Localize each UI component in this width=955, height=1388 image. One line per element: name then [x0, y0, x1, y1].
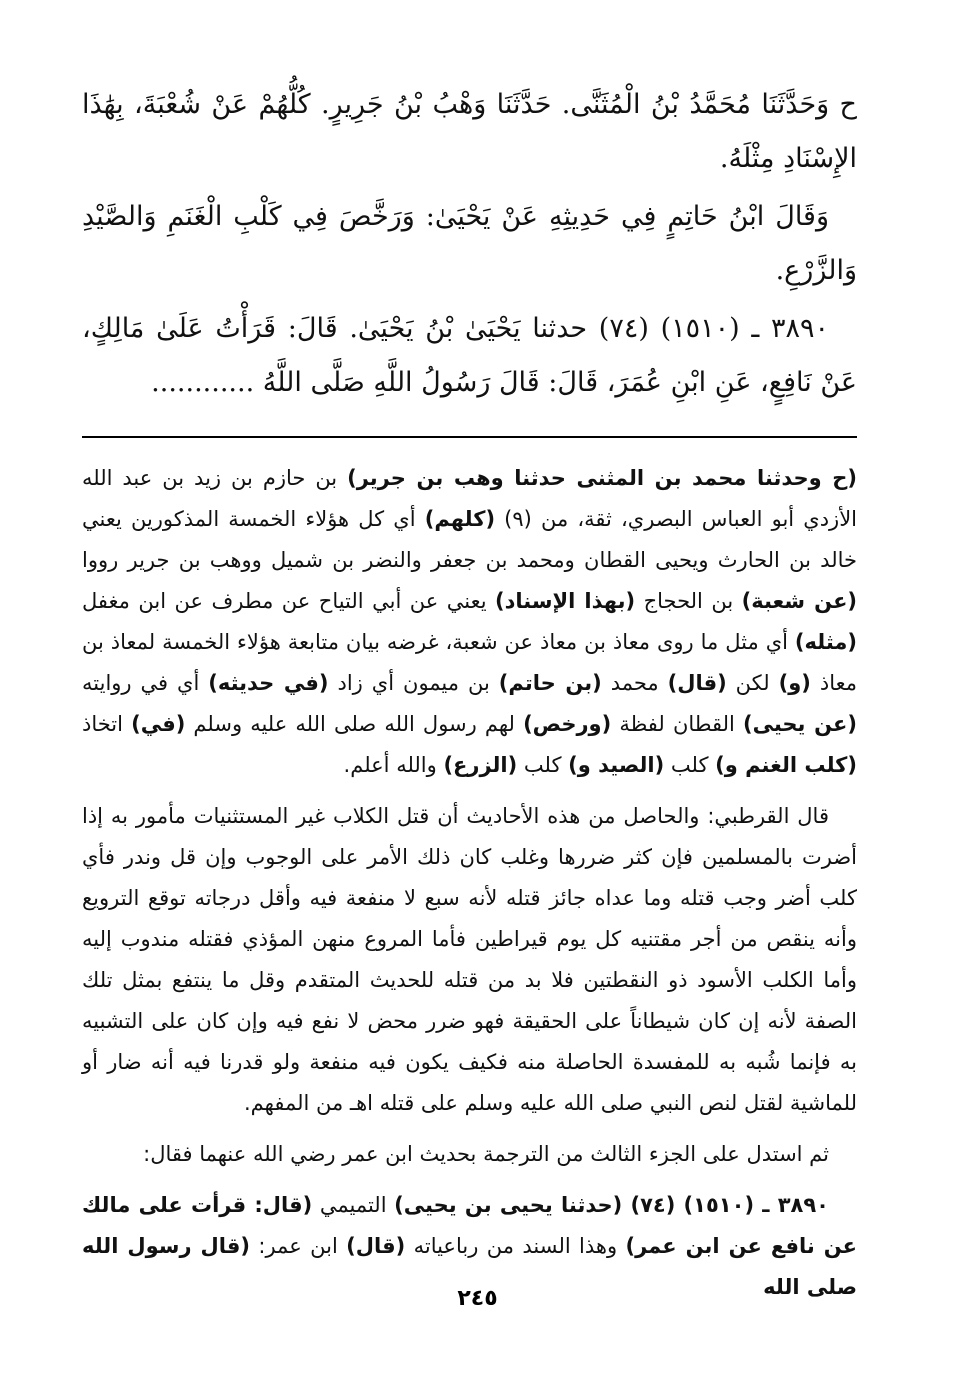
segment: (كلب الغنم و)	[715, 753, 857, 777]
segment: (بهذا الإسناد)	[495, 589, 636, 613]
segment: (مثله)	[794, 630, 857, 654]
segment: بن ميمون أي زاد	[328, 671, 499, 695]
segment: لكن	[726, 671, 779, 695]
segment: (في)	[131, 712, 186, 736]
segment: التميمي	[312, 1193, 395, 1217]
segment: كلب	[517, 753, 569, 777]
hadith-paragraph-3: ٣٨٩٠ ـ (١٥١٠) (٧٤) حدثنا يَحْيَىٰ بْنُ يَحْيَىٰ. قَالَ: قَرَأْتُ عَلَىٰ مَالِكٍ، عَنْ نَافِعٍ، عَنِ ابْنِ عُمَرَ، قَالَ: قَالَ رَسُولُ اللَّهِ صَلَّى اللَّهُ ............	[82, 313, 857, 398]
hadith-paragraph-2: وَقَالَ ابْنُ حَاتِمٍ فِي حَدِيثِهِ عَنْ يَحْيَىٰ: وَرَخَّصَ فِي كَلْبِ الْغَنَمِ وَالصَّيْدِ وَالزَّرْعِ.	[82, 201, 857, 286]
segment: (قال)	[346, 1234, 406, 1258]
separator-rule	[82, 436, 857, 438]
segment: كلب	[664, 753, 716, 777]
segment: (عن شعبة)	[741, 589, 858, 613]
segment: بن الحجاج	[635, 589, 742, 613]
commentary-paragraph-1	[82, 458, 857, 786]
segment: (عن يحيى)	[742, 712, 857, 736]
segment: (قال)	[667, 671, 727, 695]
segment: أي مثل ما روى معاذ بن معاذ عن شعبة، غرضه بيان متابعة هؤلاء الخمسة لمعاذ بن معاذ	[82, 630, 857, 695]
segment: يعني عن أبي التياح عن مطرف عن ابن مغفل	[82, 589, 496, 613]
segment: وهذا السند من رباعياته	[405, 1234, 626, 1258]
segment: والله أعلم.	[343, 753, 444, 777]
segment: ٣٨٩٠ ـ (١٥١٠) (٧٤) (حدثنا يحيى بن يحيى)	[394, 1193, 830, 1217]
segment: (كلهم)	[424, 507, 496, 531]
hadith-paragraph-1: ح وَحَدَّثَنَا مُحَمَّدُ بْنُ الْمُثَنَّى. حَدَّثَنَا وَهْبُ بْنُ جَرِيرٍ. كُلُّهُمْ عَنْ شُعْبَةَ، بِهَٰذَا الإِسْنَادِ مِثْلَهُ.	[82, 89, 857, 174]
segment: (ح وحدثنا محمد بن المثنى حدثنا وهب بن جرير)	[347, 466, 857, 490]
segment: لهم رسول الله صلى الله عليه وسلم	[185, 712, 524, 736]
segment: (في حديثه)	[208, 671, 329, 695]
segment: أي في روايته	[82, 671, 209, 695]
segment: (قال رسول الله صلى الله	[82, 1234, 857, 1299]
segment: (ورخص)	[523, 712, 612, 736]
segment: (بن حاتم)	[498, 671, 602, 695]
page-number: ٢٤٥	[457, 1286, 498, 1311]
book-page	[82, 78, 857, 1318]
segment: ابن عمر:	[250, 1234, 347, 1258]
segment: القطان لفظة	[611, 712, 743, 736]
segment: اتخاذ	[82, 712, 132, 736]
segment: (و)	[778, 671, 811, 695]
commentary-text	[82, 458, 857, 1308]
segment: (الصيد و)	[568, 753, 665, 777]
commentary-paragraph-3: ثم استدل على الجزء الثالث من الترجمة بحديث ابن عمر رضي الله عنهما فقال:	[143, 1142, 829, 1166]
segment: (الزرع)	[443, 753, 518, 777]
segment: (قال: قرأت على مالك عن نافع عن ابن عمر)	[82, 1193, 857, 1258]
hadith-text	[82, 78, 857, 410]
segment: بن حازم بن زيد بن عبد الله الأزدي أبو العباس البصري، ثقة، من (٩)	[82, 466, 858, 531]
segment: أي كل هؤلاء الخمسة المذكورين يعني خالد بن الحارث ويحيى القطان ومحمد بن جعفر والنضر بن شميل ووهب بن جرير رووا	[82, 507, 857, 572]
segment: محمد	[601, 671, 668, 695]
commentary-paragraph-2: قال القرطبي: والحاصل من هذه الأحاديث أن قتل الكلاب غير المستثنيات مأمور به إذا أضرت بالمسلمين فإن كثر ضررها وغلب كان ذلك الأمر على الوجوب وإن قل وندر فأي كلب أضر وجب قتله وما عداه جائز قتله لأنه سبع لا منفعة فيه وأقل درجاته توقع الترويع وأنه ينقص من أجر مقتنيه كل يوم قيراطين فأما المروع منهن المؤذي فقتله مندوب إليه وأما الكلب الأسود ذو النقطتين فلا بد من قتله للحديث المتقدم وقل ما ينتفع بمثل تلك الصفة لأنه إن كان شيطاناً على الحقيقة فهو ضرر محض لا نفع فيه وإن كان على التشبيه به فإنما شُبه به للمفسدة الحاصلة منه فكيف يكون فيه منفعة ولو قدرنا فيه أنه ضار أو للماشية لقتل لنص النبي صلى الله عليه وسلم على قتله اهـ من المفهم.	[82, 804, 857, 1115]
